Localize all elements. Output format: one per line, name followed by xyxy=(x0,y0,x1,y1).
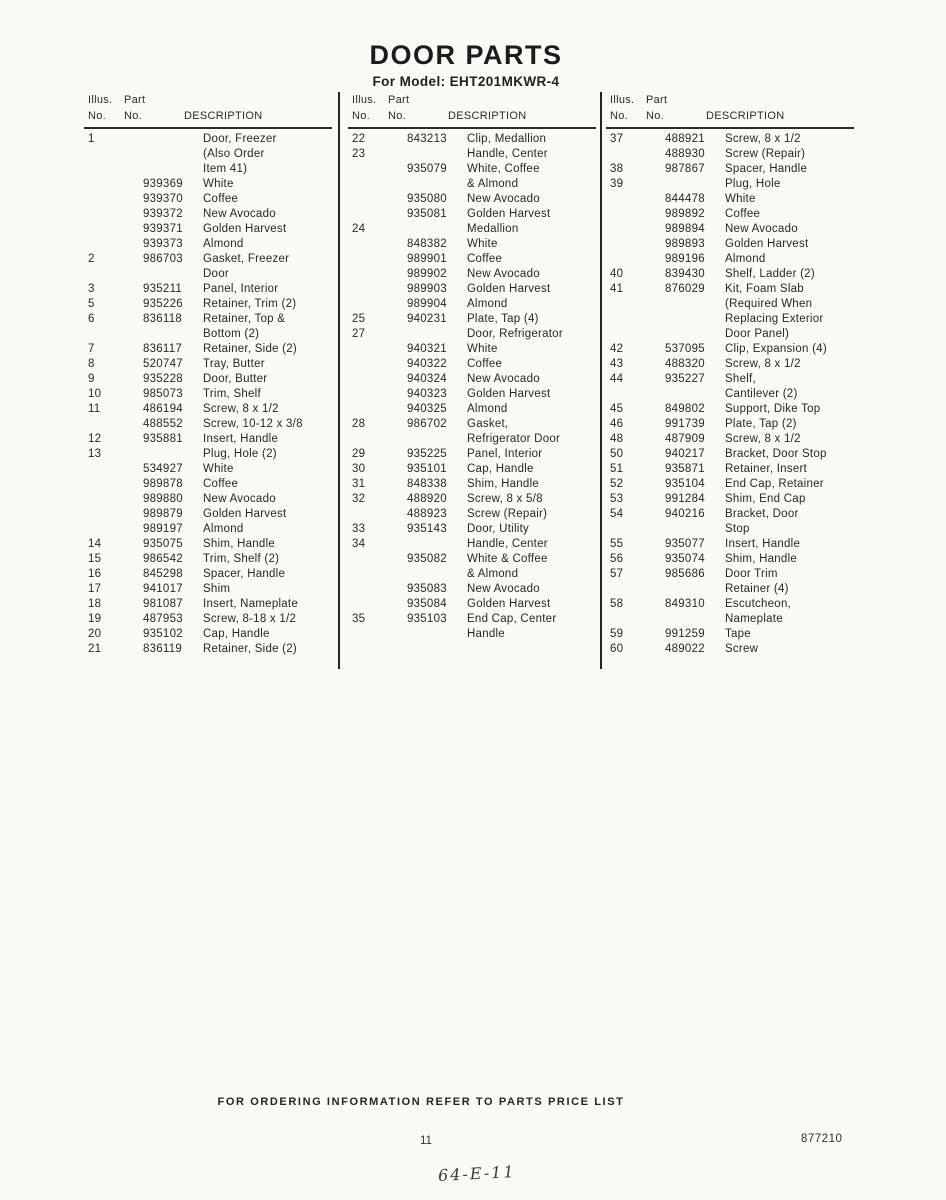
illus-no-cell: 30 xyxy=(352,463,366,475)
description-cell: Shelf, xyxy=(725,373,756,385)
part-no-cell: 935226 xyxy=(143,298,183,310)
part-no-cell: 839430 xyxy=(665,268,705,280)
illus-no-cell: 18 xyxy=(88,598,102,610)
description-cell: Screw, 8 x 1/2 xyxy=(725,133,801,145)
part-no-cell: 989879 xyxy=(143,508,183,520)
part-no-cell: 489022 xyxy=(665,643,705,655)
part-no-cell: 935084 xyxy=(407,598,447,610)
description-cell: New Avocado xyxy=(467,193,540,205)
illus-no-cell: 20 xyxy=(88,628,102,640)
part-no-cell: 986542 xyxy=(143,553,183,565)
illus-no-cell: 22 xyxy=(352,133,366,145)
description-cell: Door, Freezer xyxy=(203,133,277,145)
description-cell: Golden Harvest xyxy=(467,388,551,400)
illus-no-cell: 3 xyxy=(88,283,95,295)
illus-no-cell: 35 xyxy=(352,613,366,625)
part-no-cell: 940216 xyxy=(665,508,705,520)
description-cell: White xyxy=(725,193,756,205)
description-cell: White, Coffee xyxy=(467,163,540,175)
handwritten-note: 64-E-11 xyxy=(437,1161,516,1186)
part-no-cell: 488552 xyxy=(143,418,183,430)
part-no-cell: 935082 xyxy=(407,553,447,565)
column-header xyxy=(608,92,860,133)
description-cell: Insert, Nameplate xyxy=(203,598,299,610)
illus-no-cell: 38 xyxy=(610,163,624,175)
illus-no-cell: 28 xyxy=(352,418,366,430)
header-part-label: Part xyxy=(646,94,668,106)
description-cell: White & Coffee xyxy=(467,553,548,565)
description-cell: Item 41) xyxy=(203,163,248,175)
description-cell: Kit, Foam Slab xyxy=(725,283,804,295)
description-cell: Plug, Hole (2) xyxy=(203,448,277,460)
column-header xyxy=(86,92,338,133)
description-cell: Retainer, Side (2) xyxy=(203,343,297,355)
illus-no-cell: 24 xyxy=(352,223,366,235)
part-no-cell: 941017 xyxy=(143,583,183,595)
part-no-cell: 989880 xyxy=(143,493,183,505)
parts-column-2 xyxy=(350,92,602,640)
description-cell: Almond xyxy=(725,253,766,265)
part-no-cell: 991739 xyxy=(665,418,705,430)
description-cell: White xyxy=(467,343,498,355)
description-cell: Screw, 8 x 1/2 xyxy=(725,358,801,370)
part-no-cell: 940322 xyxy=(407,358,447,370)
description-cell: New Avocado xyxy=(725,223,798,235)
description-cell: Door, Butter xyxy=(203,373,268,385)
header-illus-label: Illus. xyxy=(352,94,377,106)
part-no-cell: 940325 xyxy=(407,403,447,415)
footer-note: FOR ORDERING INFORMATION REFER TO PARTS PRICE LIST xyxy=(217,1096,625,1108)
description-cell: Medallion xyxy=(467,223,519,235)
part-no-cell: 939373 xyxy=(143,238,183,250)
parts-column-1 xyxy=(86,92,338,655)
header-rule xyxy=(84,127,332,129)
description-cell: Almond xyxy=(467,298,508,310)
description-cell: Cap, Handle xyxy=(203,628,270,640)
description-cell: Handle, Center xyxy=(467,538,548,550)
column-divider xyxy=(338,92,340,669)
description-cell: Screw, 8 x 5/8 xyxy=(467,493,543,505)
part-no-cell: 989901 xyxy=(407,253,447,265)
description-cell: New Avocado xyxy=(467,583,540,595)
description-cell: New Avocado xyxy=(203,208,276,220)
illus-no-cell: 43 xyxy=(610,358,624,370)
part-no-cell: 935077 xyxy=(665,538,705,550)
part-no-cell: 935102 xyxy=(143,628,183,640)
part-no-cell: 989892 xyxy=(665,208,705,220)
illus-no-cell: 12 xyxy=(88,433,102,445)
description-cell: Coffee xyxy=(467,358,503,370)
description-cell: Almond xyxy=(203,523,244,535)
description-cell: White xyxy=(467,238,498,250)
header-part-no-label: No. xyxy=(646,110,665,122)
part-no-cell: 935881 xyxy=(143,433,183,445)
part-no-cell: 935225 xyxy=(407,448,447,460)
description-cell: Tape xyxy=(725,628,751,640)
description-cell: Door, Refrigerator xyxy=(467,328,563,340)
description-cell: Shim, Handle xyxy=(467,478,540,490)
part-no-cell: 935101 xyxy=(407,463,447,475)
header-rule xyxy=(606,127,854,129)
doc-number: 877210 xyxy=(801,1133,843,1145)
illus-no-cell: 56 xyxy=(610,553,624,565)
description-cell: Golden Harvest xyxy=(467,283,551,295)
illus-no-cell: 53 xyxy=(610,493,624,505)
page-title: DOOR PARTS xyxy=(369,40,563,70)
illus-no-cell: 45 xyxy=(610,403,624,415)
illus-no-cell: 1 xyxy=(88,133,95,145)
description-cell: Shelf, Ladder (2) xyxy=(725,268,815,280)
description-cell: Golden Harvest xyxy=(467,208,551,220)
description-cell: Door Trim xyxy=(725,568,778,580)
part-no-cell: 986702 xyxy=(407,418,447,430)
part-no-cell: 844478 xyxy=(665,193,705,205)
column-divider xyxy=(600,92,602,669)
description-cell: Bracket, Door Stop xyxy=(725,448,827,460)
header-part-no-label: No. xyxy=(124,110,143,122)
illus-no-cell: 42 xyxy=(610,343,624,355)
description-cell: Shim, Handle xyxy=(203,538,276,550)
illus-no-cell: 31 xyxy=(352,478,366,490)
description-cell: Insert, Handle xyxy=(203,433,279,445)
illus-no-cell: 57 xyxy=(610,568,624,580)
illus-no-cell: 5 xyxy=(88,298,95,310)
illus-no-cell: 23 xyxy=(352,148,366,160)
part-no-cell: 537095 xyxy=(665,343,705,355)
description-cell: Plug, Hole xyxy=(725,178,781,190)
description-cell: Golden Harvest xyxy=(203,508,287,520)
part-no-cell: 935075 xyxy=(143,538,183,550)
part-no-cell: 935080 xyxy=(407,193,447,205)
description-cell: Golden Harvest xyxy=(203,223,287,235)
description-cell: Trim, Shelf xyxy=(203,388,261,400)
part-no-cell: 843213 xyxy=(407,133,447,145)
description-cell: Panel, Interior xyxy=(203,283,279,295)
part-no-cell: 989893 xyxy=(665,238,705,250)
part-no-cell: 836118 xyxy=(143,313,183,325)
illus-no-cell: 51 xyxy=(610,463,624,475)
parts-column-3 xyxy=(608,92,860,655)
illus-no-cell: 37 xyxy=(610,133,624,145)
illus-no-cell: 25 xyxy=(352,313,366,325)
description-cell: New Avocado xyxy=(203,493,276,505)
description-cell: Stop xyxy=(725,523,750,535)
description-cell: Plate, Tap (2) xyxy=(725,418,797,430)
description-cell: End Cap, Retainer xyxy=(725,478,824,490)
description-cell: Retainer (4) xyxy=(725,583,789,595)
header-rule xyxy=(348,127,596,129)
part-no-cell: 940217 xyxy=(665,448,705,460)
description-cell: Coffee xyxy=(203,193,239,205)
part-no-cell: 991259 xyxy=(665,628,705,640)
description-cell: & Almond xyxy=(467,178,519,190)
illus-no-cell: 40 xyxy=(610,268,624,280)
column-header xyxy=(350,92,602,133)
part-no-cell: 991284 xyxy=(665,493,705,505)
description-cell: Insert, Handle xyxy=(725,538,801,550)
part-no-cell: 985686 xyxy=(665,568,705,580)
header-illus-no-label: No. xyxy=(88,110,107,122)
part-no-cell: 520747 xyxy=(143,358,183,370)
part-no-cell: 845298 xyxy=(143,568,183,580)
part-no-cell: 939371 xyxy=(143,223,183,235)
part-no-cell: 935228 xyxy=(143,373,183,385)
part-no-cell: 534927 xyxy=(143,463,183,475)
part-no-cell: 848338 xyxy=(407,478,447,490)
part-no-cell: 876029 xyxy=(665,283,705,295)
description-cell: Retainer, Side (2) xyxy=(203,643,297,655)
illus-no-cell: 41 xyxy=(610,283,624,295)
illus-no-cell: 11 xyxy=(88,403,101,415)
part-no-cell: 940323 xyxy=(407,388,447,400)
description-cell: Screw xyxy=(725,643,759,655)
description-cell: Spacer, Handle xyxy=(725,163,808,175)
header-part-no-label: No. xyxy=(388,110,407,122)
description-cell: Screw, 8 x 1/2 xyxy=(203,403,279,415)
description-cell: Coffee xyxy=(203,478,239,490)
description-cell: Coffee xyxy=(725,208,761,220)
part-no-cell: 935079 xyxy=(407,163,447,175)
description-cell: Screw (Repair) xyxy=(725,148,806,160)
part-no-cell: 981087 xyxy=(143,598,183,610)
part-no-cell: 486194 xyxy=(143,403,183,415)
part-no-cell: 940231 xyxy=(407,313,447,325)
part-no-cell: 849310 xyxy=(665,598,705,610)
part-no-cell: 488930 xyxy=(665,148,705,160)
description-cell: Golden Harvest xyxy=(725,238,809,250)
description-cell: Plate, Tap (4) xyxy=(467,313,539,325)
illus-no-cell: 58 xyxy=(610,598,624,610)
part-no-cell: 986703 xyxy=(143,253,183,265)
header-description-label: DESCRIPTION xyxy=(448,110,527,122)
illus-no-cell: 50 xyxy=(610,448,624,460)
illus-no-cell: 52 xyxy=(610,478,624,490)
description-cell: (Also Order xyxy=(203,148,265,160)
part-no-cell: 935104 xyxy=(665,478,705,490)
illus-no-cell: 32 xyxy=(352,493,366,505)
description-cell: Replacing Exterior xyxy=(725,313,824,325)
part-no-cell: 935211 xyxy=(143,283,183,295)
description-cell: Refrigerator Door xyxy=(467,433,561,445)
description-cell: Golden Harvest xyxy=(467,598,551,610)
illus-no-cell: 55 xyxy=(610,538,624,550)
part-no-cell: 989878 xyxy=(143,478,183,490)
illus-no-cell: 19 xyxy=(88,613,102,625)
description-cell: End Cap, Center xyxy=(467,613,557,625)
header-illus-label: Illus. xyxy=(88,94,113,106)
header-illus-no-label: No. xyxy=(352,110,371,122)
description-cell: Door xyxy=(203,268,229,280)
description-cell: Screw, 10-12 x 3/8 xyxy=(203,418,303,430)
description-cell: Spacer, Handle xyxy=(203,568,286,580)
page-number: 11 xyxy=(420,1135,432,1147)
illus-no-cell: 16 xyxy=(88,568,102,580)
part-no-cell: 935143 xyxy=(407,523,447,535)
description-cell: Bottom (2) xyxy=(203,328,260,340)
description-cell: Almond xyxy=(203,238,244,250)
illus-no-cell: 15 xyxy=(88,553,102,565)
description-cell: Tray, Butter xyxy=(203,358,265,370)
part-no-cell: 488921 xyxy=(665,133,705,145)
description-cell: Door Panel) xyxy=(725,328,790,340)
part-no-cell: 487909 xyxy=(665,433,705,445)
part-no-cell: 849802 xyxy=(665,403,705,415)
part-no-cell: 940324 xyxy=(407,373,447,385)
description-cell: Bracket, Door xyxy=(725,508,799,520)
illus-no-cell: 9 xyxy=(88,373,95,385)
illus-no-cell: 21 xyxy=(88,643,102,655)
header-part-label: Part xyxy=(388,94,410,106)
illus-no-cell: 27 xyxy=(352,328,366,340)
part-no-cell: 985073 xyxy=(143,388,183,400)
description-cell: Gasket, xyxy=(467,418,509,430)
part-no-cell: 488923 xyxy=(407,508,447,520)
header-description-label: DESCRIPTION xyxy=(184,110,263,122)
illus-no-cell: 13 xyxy=(88,448,102,460)
description-cell: Almond xyxy=(467,403,508,415)
description-cell: Trim, Shelf (2) xyxy=(203,553,280,565)
part-no-cell: 836117 xyxy=(143,343,183,355)
part-no-cell: 989196 xyxy=(665,253,705,265)
illus-no-cell: 10 xyxy=(88,388,102,400)
illus-no-cell: 6 xyxy=(88,313,95,325)
part-no-cell: 989894 xyxy=(665,223,705,235)
part-no-cell: 989903 xyxy=(407,283,447,295)
part-no-cell: 939370 xyxy=(143,193,183,205)
description-cell: Support, Dike Top xyxy=(725,403,821,415)
part-no-cell: 848382 xyxy=(407,238,447,250)
part-no-cell: 836119 xyxy=(143,643,183,655)
part-no-cell: 935083 xyxy=(407,583,447,595)
illus-no-cell: 60 xyxy=(610,643,624,655)
illus-no-cell: 34 xyxy=(352,538,366,550)
description-cell: Clip, Expansion (4) xyxy=(725,343,827,355)
part-no-cell: 989197 xyxy=(143,523,183,535)
description-cell: & Almond xyxy=(467,568,519,580)
description-cell: Nameplate xyxy=(725,613,783,625)
part-no-cell: 940321 xyxy=(407,343,447,355)
description-cell: Coffee xyxy=(467,253,503,265)
illus-no-cell: 17 xyxy=(88,583,102,595)
description-cell: Retainer, Top & xyxy=(203,313,286,325)
illus-no-cell: 44 xyxy=(610,373,624,385)
illus-no-cell: 54 xyxy=(610,508,624,520)
header-illus-no-label: No. xyxy=(610,110,629,122)
description-cell: Door, Utility xyxy=(467,523,530,535)
description-cell: White xyxy=(203,463,234,475)
description-cell: Screw, 8 x 1/2 xyxy=(725,433,801,445)
illus-no-cell: 7 xyxy=(88,343,95,355)
illus-no-cell: 8 xyxy=(88,358,95,370)
title-block xyxy=(0,40,932,89)
part-no-cell: 939372 xyxy=(143,208,183,220)
part-no-cell: 488920 xyxy=(407,493,447,505)
part-no-cell: 939369 xyxy=(143,178,183,190)
part-no-cell: 935074 xyxy=(665,553,705,565)
illus-no-cell: 46 xyxy=(610,418,624,430)
description-cell: Panel, Interior xyxy=(467,448,543,460)
part-no-cell: 935871 xyxy=(665,463,705,475)
description-cell: Screw, 8-18 x 1/2 xyxy=(203,613,297,625)
page-subtitle: For Model: EHT201MKWR-4 xyxy=(372,74,560,89)
description-cell: Handle, Center xyxy=(467,148,548,160)
description-cell: Retainer, Insert xyxy=(725,463,807,475)
illus-no-cell: 48 xyxy=(610,433,624,445)
part-no-cell: 488320 xyxy=(665,358,705,370)
part-no-cell: 935103 xyxy=(407,613,447,625)
illus-no-cell: 14 xyxy=(88,538,102,550)
description-cell: White xyxy=(203,178,234,190)
part-no-cell: 935227 xyxy=(665,373,705,385)
description-cell: New Avocado xyxy=(467,373,540,385)
illus-no-cell: 33 xyxy=(352,523,366,535)
description-cell: Handle xyxy=(467,628,505,640)
description-cell: Escutcheon, xyxy=(725,598,792,610)
description-cell: Shim, Handle xyxy=(725,553,798,565)
description-cell: Gasket, Freezer xyxy=(203,253,290,265)
part-no-cell: 987867 xyxy=(665,163,705,175)
header-description-label: DESCRIPTION xyxy=(706,110,785,122)
part-no-cell: 989904 xyxy=(407,298,447,310)
illus-no-cell: 59 xyxy=(610,628,624,640)
illus-no-cell: 39 xyxy=(610,178,624,190)
part-no-cell: 989902 xyxy=(407,268,447,280)
description-cell: New Avocado xyxy=(467,268,540,280)
header-illus-label: Illus. xyxy=(610,94,635,106)
description-cell: Cap, Handle xyxy=(467,463,534,475)
part-no-cell: 487953 xyxy=(143,613,183,625)
description-cell: (Required When xyxy=(725,298,813,310)
description-cell: Shim, End Cap xyxy=(725,493,806,505)
description-cell: Clip, Medallion xyxy=(467,133,547,145)
illus-no-cell: 2 xyxy=(88,253,95,265)
description-cell: Cantilever (2) xyxy=(725,388,798,400)
illus-no-cell: 29 xyxy=(352,448,366,460)
part-no-cell: 935081 xyxy=(407,208,447,220)
description-cell: Screw (Repair) xyxy=(467,508,548,520)
header-part-label: Part xyxy=(124,94,146,106)
description-cell: Retainer, Trim (2) xyxy=(203,298,297,310)
description-cell: Shim xyxy=(203,583,231,595)
